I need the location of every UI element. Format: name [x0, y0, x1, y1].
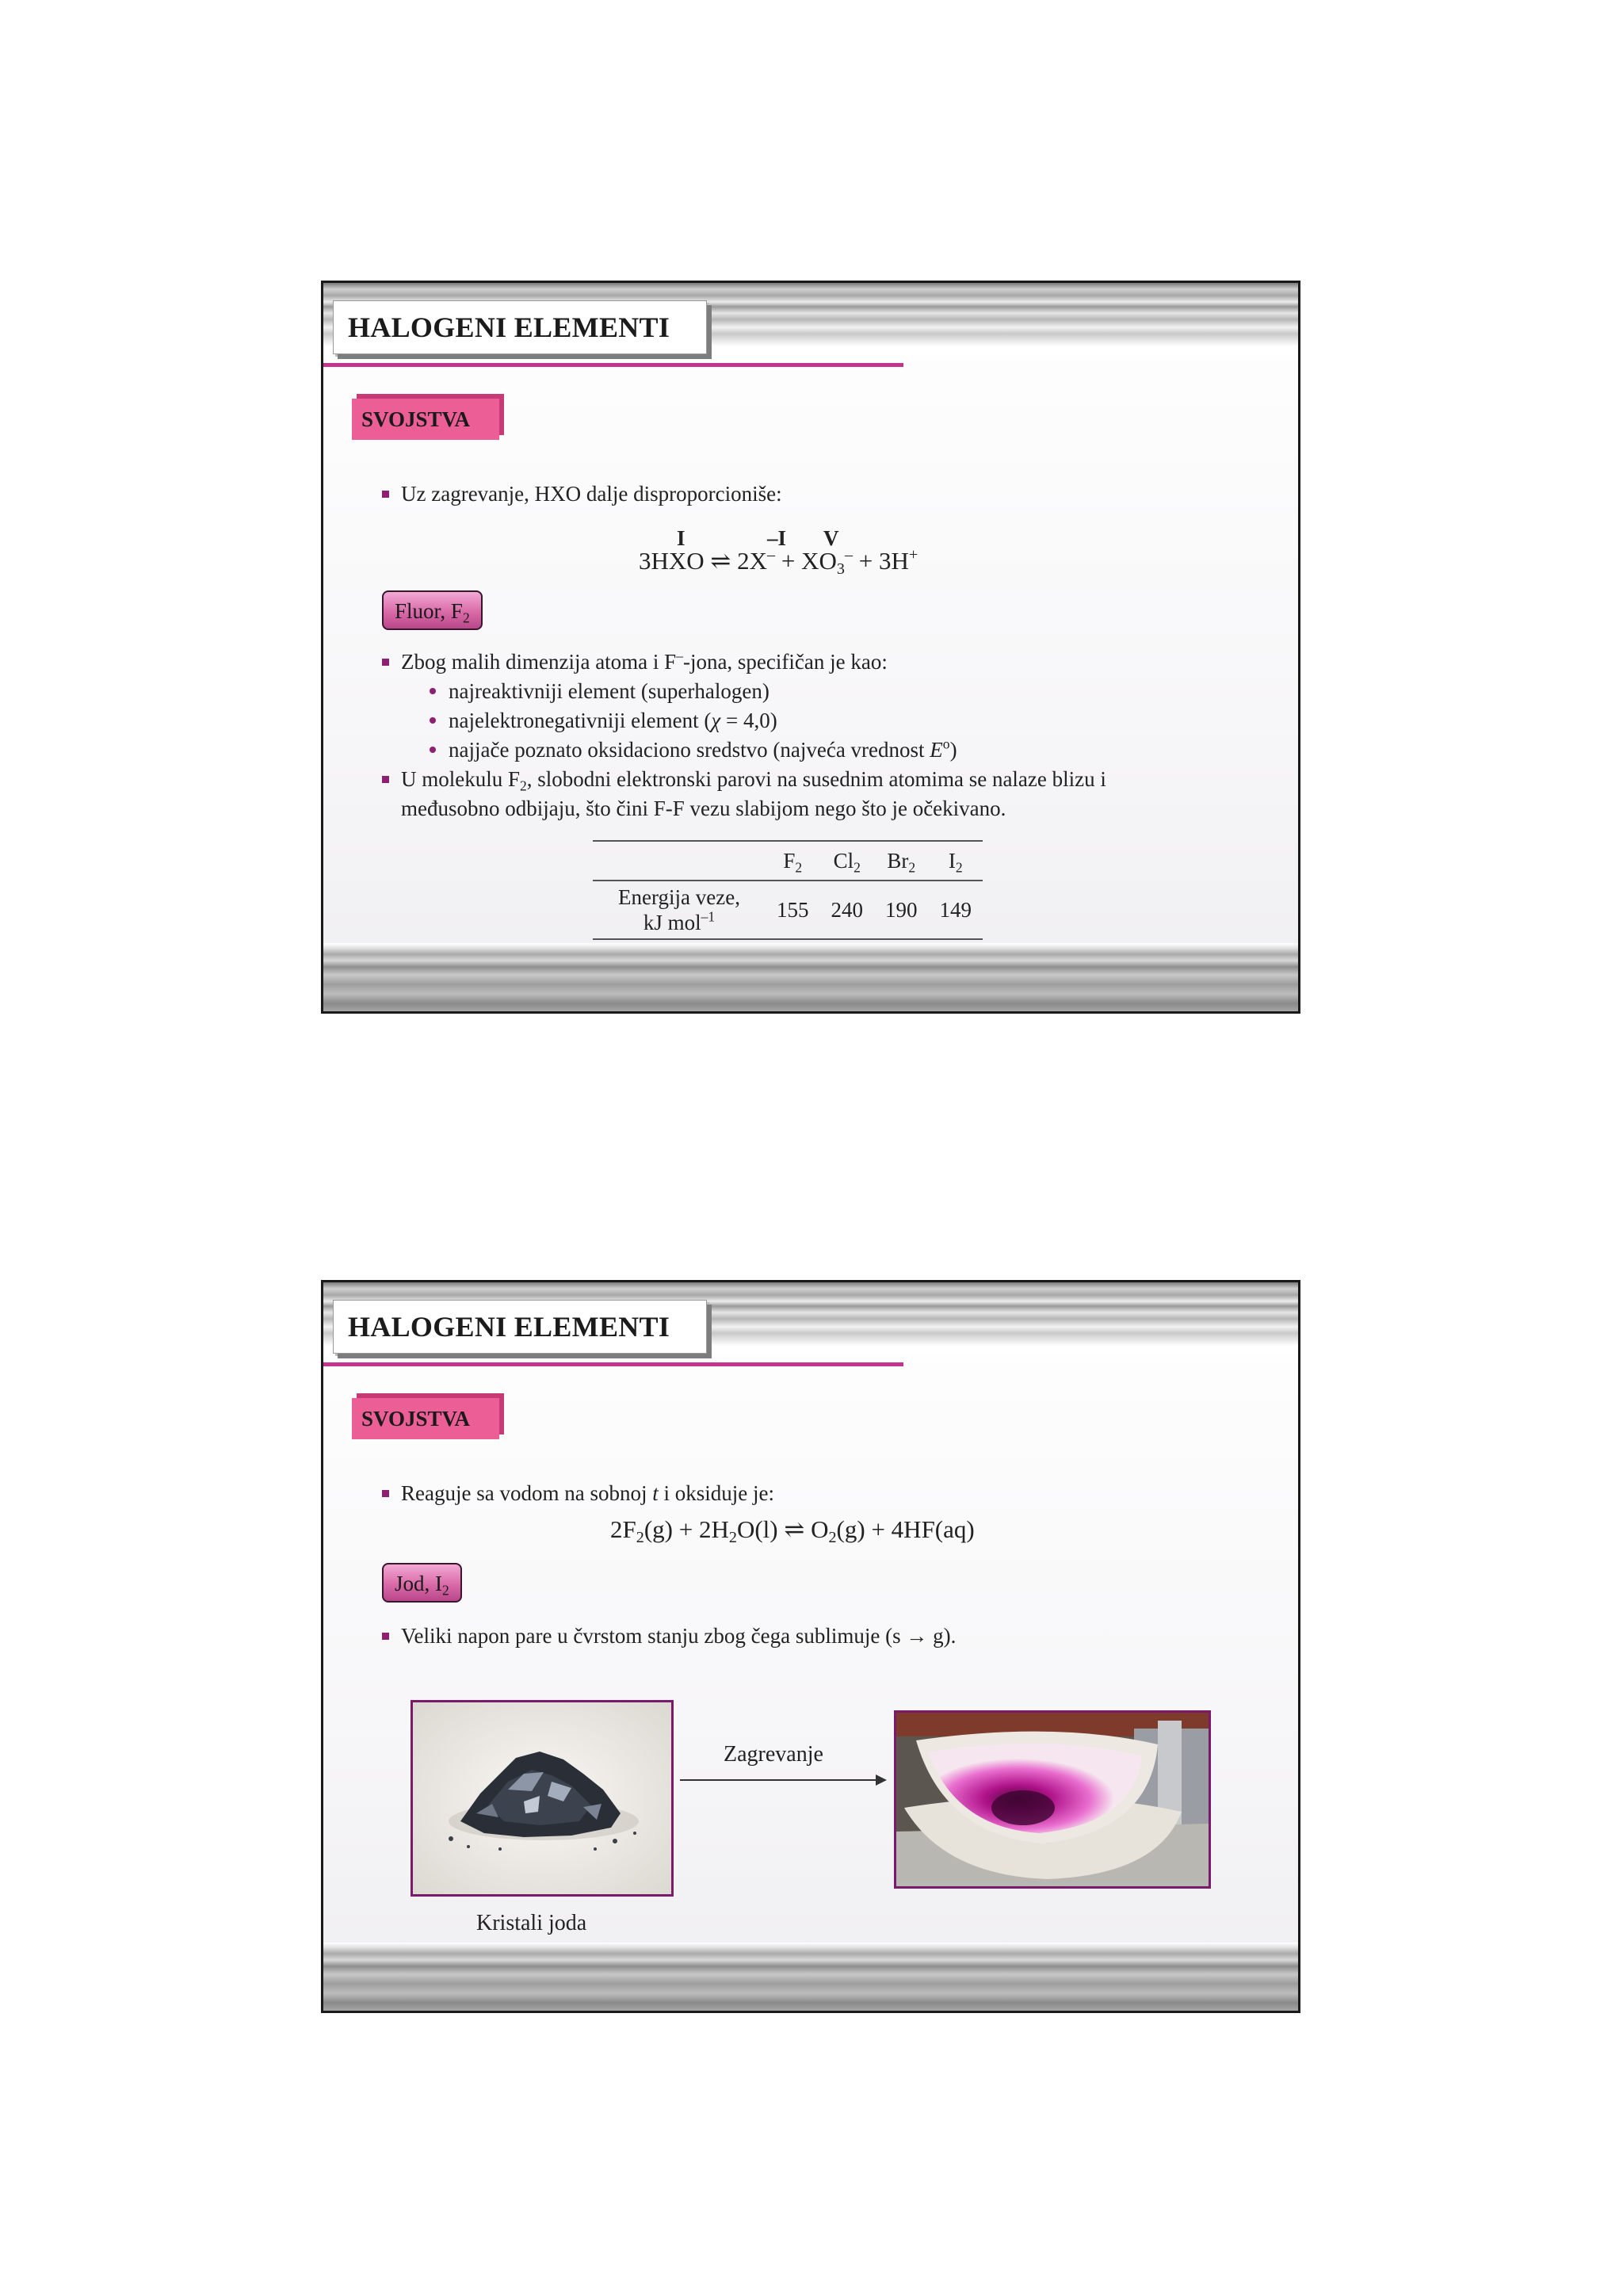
bullet-marker-icon: [382, 776, 389, 783]
slide-title-box: [333, 300, 707, 354]
bullet-marker-icon: [382, 491, 389, 498]
slide-1: [321, 281, 1300, 1014]
bullet-text: U molekulu $F_2$, slobodni elektronski parovi na susednim atomima se nalaze blizu i međusobno odbijaju, što čini F-F vezu slabijom nego što je očekivano.: [401, 767, 1106, 820]
oxidation-state: –I: [767, 526, 787, 550]
bullet-item: [382, 479, 1254, 509]
table-header-cell: $Br_2$: [874, 841, 929, 881]
iodine-vapor-image: [894, 1710, 1211, 1889]
title-underline: [323, 363, 903, 367]
table-cell: 240: [820, 881, 875, 939]
slide-footer-band: [323, 1943, 1298, 2011]
image-caption: Kristali joda: [476, 1911, 587, 1935]
sub-bullet-marker-icon: [430, 747, 436, 753]
section-label: [352, 1398, 499, 1439]
table-row: [593, 881, 983, 939]
slide-title: HALOGENI ELEMENTI: [348, 1311, 670, 1343]
subheading-jod: Jod, $I_2$: [382, 1563, 462, 1603]
table-header-cell: $F_2$: [766, 841, 820, 881]
section-label-text: SVOJSTVA: [361, 1407, 471, 1431]
slide-footer-band: [323, 943, 1298, 1011]
arrow-line: [680, 1779, 876, 1781]
arrow-label: Zagrevanje: [724, 1742, 823, 1767]
fluorine-water-equation: $2F_2(g) + 2H_2O(l)$ ⇌ $O_2(g) + 4HF(aq)$: [610, 1515, 975, 1547]
bullet-marker-icon: [382, 659, 389, 666]
bond-energy-table: [593, 840, 983, 940]
slide-2: [321, 1280, 1300, 2013]
bullet-text: Uz zagrevanje, HXO dalje disproporcioniše:: [401, 482, 782, 506]
section-label-text: SVOJSTVA: [361, 407, 471, 431]
bullet-marker-icon: [382, 1633, 389, 1640]
slide-title: HALOGENI ELEMENTI: [348, 311, 670, 343]
bullet-item: [382, 1622, 1254, 1651]
arrow-right-icon: [876, 1775, 887, 1786]
table-header-row: [593, 841, 983, 881]
bullet-item: [382, 648, 1254, 677]
oxidation-state: I: [677, 526, 685, 550]
sub-bullet-marker-icon: [430, 688, 436, 694]
table-cell: 190: [874, 881, 929, 939]
sub-bullet-item: najjače poznato oksidaciono sredstvo (najveća vrednost $E^o$): [430, 735, 957, 765]
bullet-item: [382, 1479, 1254, 1508]
table-header-cell: $I_2$: [929, 841, 983, 881]
bullet-item: [382, 765, 1270, 823]
sub-bullet-marker-icon: [430, 717, 436, 724]
title-underline: [323, 1362, 903, 1366]
section-label: [352, 399, 499, 440]
disproportionation-equation: 3HXO ⇌ $2X^- + XO_3^- + 3H^+$: [639, 545, 918, 579]
table-cell: 149: [929, 881, 983, 939]
subheading-fluor: Fluor, $F_2$: [382, 590, 483, 630]
table-row-label: Energija veze, kJ mol$^{-1}$: [593, 881, 766, 939]
bullet-text: Reaguje sa vodom na sobnoj t i oksiduje je:: [401, 1481, 774, 1505]
bullet-marker-icon: [382, 1490, 389, 1497]
oxidation-state: V: [823, 526, 839, 550]
sub-bullet-item: najreaktivniji element (superhalogen): [430, 677, 769, 706]
slide-title-box: [333, 1300, 707, 1354]
table-cell: 155: [766, 881, 820, 939]
bullet-text: Zbog malih dimenzija atoma i F–-jona, specifičan je kao:: [401, 648, 888, 674]
bullet-text: Veliki napon pare u čvrstom stanju zbog čega sublimuje (s → g).: [401, 1624, 957, 1648]
sub-bullet-item: najelektronegativniji element (χ = 4,0): [430, 706, 777, 735]
table-header-cell: $Cl_2$: [820, 841, 875, 881]
iodine-crystals-image: [411, 1700, 674, 1897]
